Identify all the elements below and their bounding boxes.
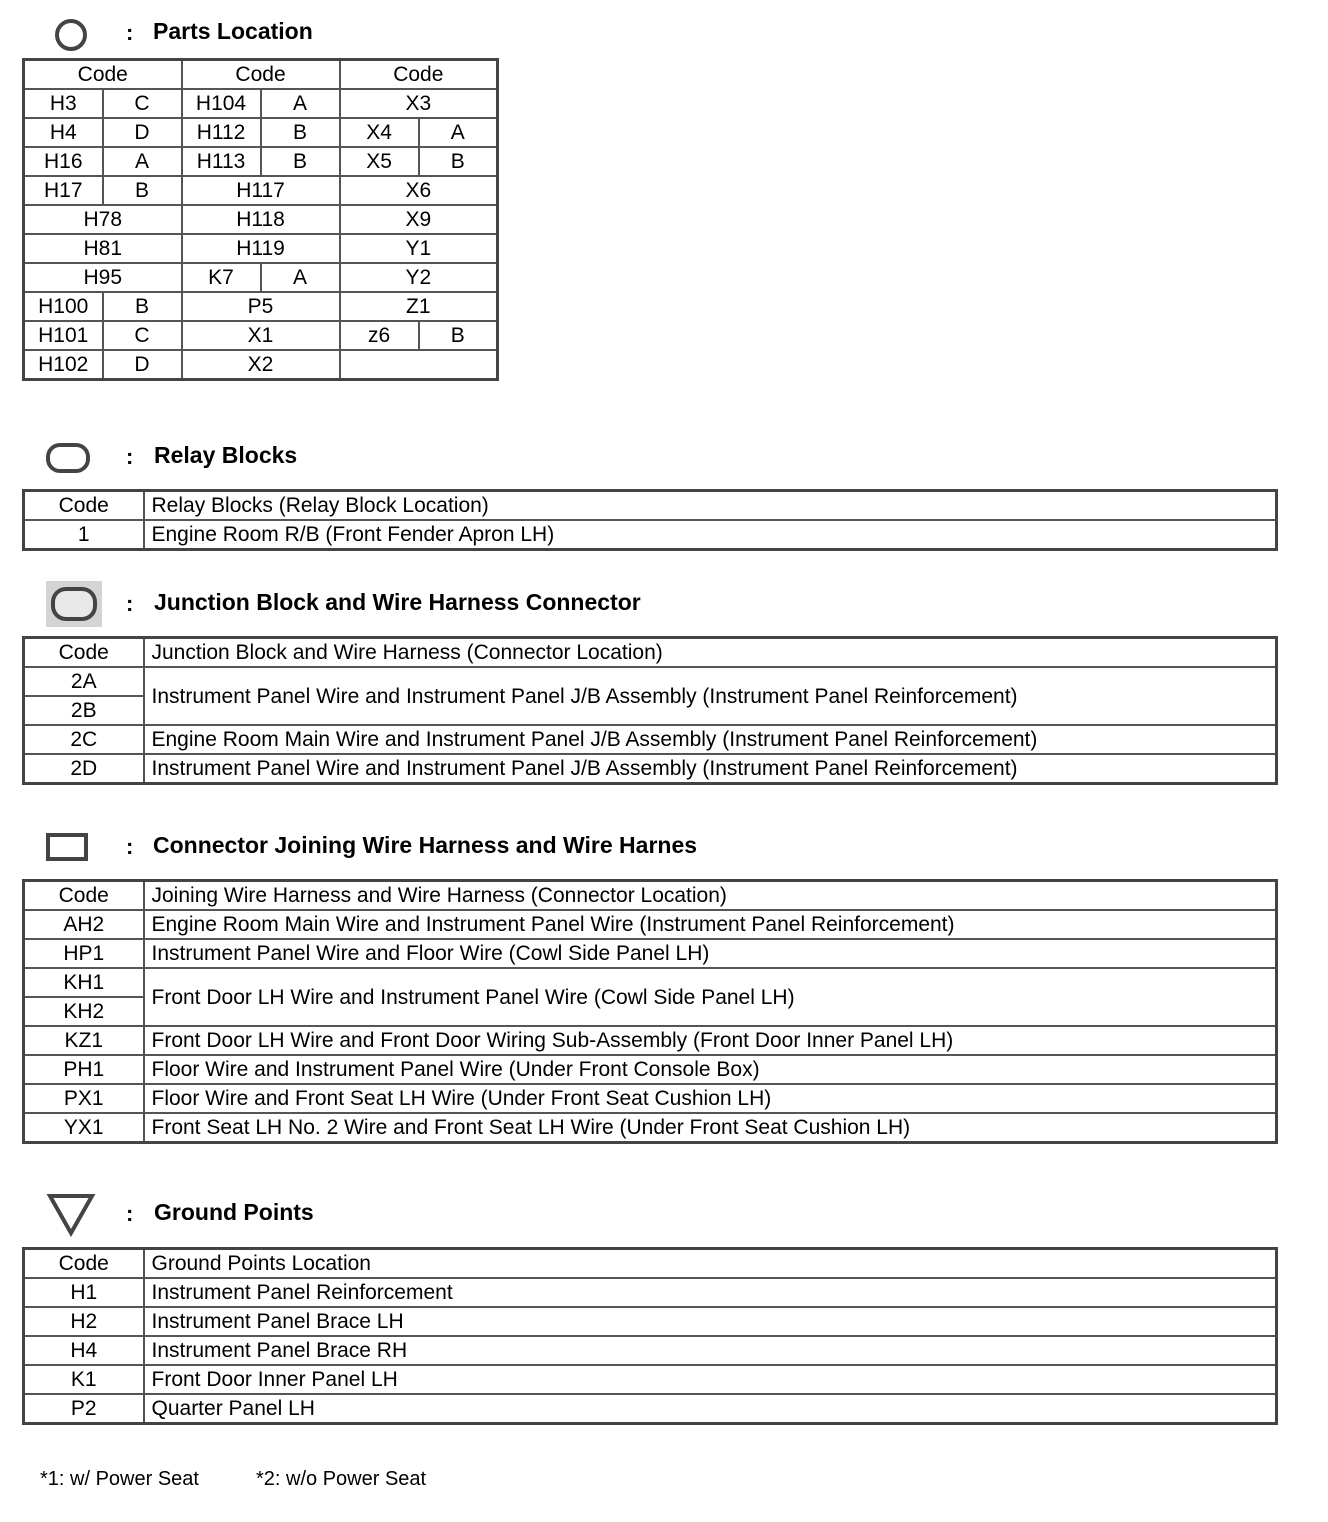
table-row: [24, 1055, 1277, 1084]
part-location: A: [419, 118, 498, 147]
column-header: Relay Blocks (Relay Block Location): [144, 491, 1277, 521]
code-cell: 1: [24, 520, 144, 550]
location-cell: Engine Room Main Wire and Instrument Panel J/B Assembly (Instrument Panel Reinforcement): [144, 725, 1277, 754]
footnote-no-power-seat: *2: w/o Power Seat: [256, 1468, 427, 1490]
location-cell: Instrument Panel Brace RH: [144, 1336, 1277, 1365]
column-header: Code: [24, 881, 144, 911]
part-code: K7: [182, 263, 261, 292]
empty-cell: [340, 350, 498, 380]
junction-block-title: Junction Block and Wire Harness Connector: [154, 589, 641, 615]
connector-colon: :: [126, 834, 134, 859]
part-code: H100: [24, 292, 103, 321]
table-row: [24, 1307, 1277, 1336]
table-row: [24, 667, 1277, 696]
relay-blocks-title: Relay Blocks: [154, 442, 298, 468]
parts-location-title: Parts Location: [153, 18, 313, 44]
part-location: B: [419, 321, 498, 350]
location-cell: Front Seat LH No. 2 Wire and Front Seat LH Wire (Under Front Seat Cushion LH): [144, 1113, 1277, 1143]
column-header: Ground Points Location: [144, 1249, 1277, 1279]
part-location: B: [261, 118, 340, 147]
part-code: X3: [340, 89, 498, 118]
ground-points-title: Ground Points: [154, 1199, 314, 1225]
code-cell: AH2: [24, 910, 144, 939]
table-row: [24, 205, 498, 234]
table-row: [24, 263, 498, 292]
code-cell: PH1: [24, 1055, 144, 1084]
part-code: X5: [340, 147, 419, 176]
shaded-oval-icon: [45, 580, 103, 628]
table-header-row: [24, 638, 1277, 668]
relay-colon: :: [126, 444, 134, 469]
part-location: A: [103, 147, 182, 176]
location-cell: Front Door Inner Panel LH: [144, 1365, 1277, 1394]
parts-colon: :: [126, 20, 134, 45]
part-location: B: [103, 176, 182, 205]
part-location: D: [103, 350, 182, 380]
table-row: [24, 939, 1277, 968]
circle-icon: [54, 18, 88, 52]
connector-joining-table: [22, 879, 1278, 1144]
code-cell: P2: [24, 1394, 144, 1424]
table-row: [24, 725, 1277, 754]
location-cell: Front Door LH Wire and Front Door Wiring Sub-Assembly (Front Door Inner Panel LH): [144, 1026, 1277, 1055]
column-header: Code: [24, 1249, 144, 1279]
location-cell: Engine Room Main Wire and Instrument Panel Wire (Instrument Panel Reinforcement): [144, 910, 1277, 939]
code-cell: YX1: [24, 1113, 144, 1143]
part-location: B: [261, 147, 340, 176]
part-code: Y1: [340, 234, 498, 263]
code-cell: H2: [24, 1307, 144, 1336]
part-location: D: [103, 118, 182, 147]
code-cell: 2A: [24, 667, 144, 696]
code-cell: H1: [24, 1278, 144, 1307]
table-row: [24, 350, 498, 380]
part-code: Y2: [340, 263, 498, 292]
table-header-row: [24, 60, 498, 90]
part-code: X9: [340, 205, 498, 234]
column-header: Code: [24, 638, 144, 668]
code-cell: KZ1: [24, 1026, 144, 1055]
table-row: [24, 1026, 1277, 1055]
part-code: X2: [182, 350, 340, 380]
part-code: Z1: [340, 292, 498, 321]
rounded-oval-icon: [45, 442, 91, 474]
part-code: H104: [182, 89, 261, 118]
location-cell: Instrument Panel Brace LH: [144, 1307, 1277, 1336]
part-code: H102: [24, 350, 103, 380]
table-row: [24, 147, 498, 176]
part-code: X4: [340, 118, 419, 147]
parts-location-table: [22, 58, 499, 381]
code-cell: KH2: [24, 997, 144, 1026]
part-code: H4: [24, 118, 103, 147]
part-code: X1: [182, 321, 340, 350]
part-code: X6: [340, 176, 498, 205]
code-cell: H4: [24, 1336, 144, 1365]
column-header: Code: [24, 491, 144, 521]
location-cell: Instrument Panel Wire and Floor Wire (Cowl Side Panel LH): [144, 939, 1277, 968]
table-header-row: [24, 881, 1277, 911]
table-row: [24, 321, 498, 350]
location-cell: Floor Wire and Front Seat LH Wire (Under Front Seat Cushion LH): [144, 1084, 1277, 1113]
part-code: H101: [24, 321, 103, 350]
table-row: [24, 968, 1277, 997]
part-location: B: [103, 292, 182, 321]
table-row: [24, 234, 498, 263]
ground-colon: :: [126, 1201, 134, 1226]
table-row: [24, 754, 1277, 784]
rectangle-icon: [45, 832, 89, 862]
table-row: [24, 118, 498, 147]
location-cell: Floor Wire and Instrument Panel Wire (Under Front Console Box): [144, 1055, 1277, 1084]
part-code: z6: [340, 321, 419, 350]
table-row: [24, 910, 1277, 939]
part-location: C: [103, 89, 182, 118]
code-cell: HP1: [24, 939, 144, 968]
part-code: H113: [182, 147, 261, 176]
part-location: B: [419, 147, 498, 176]
part-code: P5: [182, 292, 340, 321]
table-row: [24, 292, 498, 321]
location-cell: Instrument Panel Wire and Instrument Panel J/B Assembly (Instrument Panel Reinforcement): [144, 754, 1277, 784]
code-cell: PX1: [24, 1084, 144, 1113]
code-cell: 2C: [24, 725, 144, 754]
table-row: [24, 1113, 1277, 1143]
part-code: H17: [24, 176, 103, 205]
location-cell: Instrument Panel Reinforcement: [144, 1278, 1277, 1307]
footnote-power-seat: *1: w/ Power Seat: [40, 1468, 199, 1490]
junction-block-table: [22, 636, 1278, 785]
code-cell: KH1: [24, 968, 144, 997]
part-location: C: [103, 321, 182, 350]
column-header: Code: [182, 60, 340, 90]
table-row: [24, 1336, 1277, 1365]
column-header: Code: [24, 60, 182, 90]
code-cell: K1: [24, 1365, 144, 1394]
part-location: A: [261, 89, 340, 118]
location-cell: Quarter Panel LH: [144, 1394, 1277, 1424]
code-cell: 2B: [24, 696, 144, 725]
connector-joining-title: Connector Joining Wire Harness and Wire Harnes: [153, 832, 698, 858]
location-cell: Front Door LH Wire and Instrument Panel Wire (Cowl Side Panel LH): [144, 968, 1277, 1026]
part-code: H112: [182, 118, 261, 147]
location-cell: Engine Room R/B (Front Fender Apron LH): [144, 520, 1277, 550]
part-code: H117: [182, 176, 340, 205]
relay-blocks-table: [22, 489, 1278, 551]
part-code: H118: [182, 205, 340, 234]
table-row: [24, 1278, 1277, 1307]
table-row: [24, 520, 1277, 550]
table-row: [24, 1084, 1277, 1113]
table-row: [24, 89, 498, 118]
column-header: Junction Block and Wire Harness (Connector Location): [144, 638, 1277, 668]
column-header: Joining Wire Harness and Wire Harness (Connector Location): [144, 881, 1277, 911]
part-code: H81: [24, 234, 182, 263]
junction-colon: :: [126, 591, 134, 616]
table-row: [24, 176, 498, 205]
part-code: H95: [24, 263, 182, 292]
table-row: [24, 1365, 1277, 1394]
part-code: H78: [24, 205, 182, 234]
code-cell: 2D: [24, 754, 144, 784]
part-code: H16: [24, 147, 103, 176]
table-row: [24, 1394, 1277, 1424]
ground-points-table: [22, 1247, 1278, 1425]
triangle-icon: [46, 1193, 96, 1237]
table-header-row: [24, 491, 1277, 521]
part-code: H119: [182, 234, 340, 263]
part-location: A: [261, 263, 340, 292]
column-header: Code: [340, 60, 498, 90]
table-header-row: [24, 1249, 1277, 1279]
part-code: H3: [24, 89, 103, 118]
location-cell: Instrument Panel Wire and Instrument Panel J/B Assembly (Instrument Panel Reinforcement): [144, 667, 1277, 725]
